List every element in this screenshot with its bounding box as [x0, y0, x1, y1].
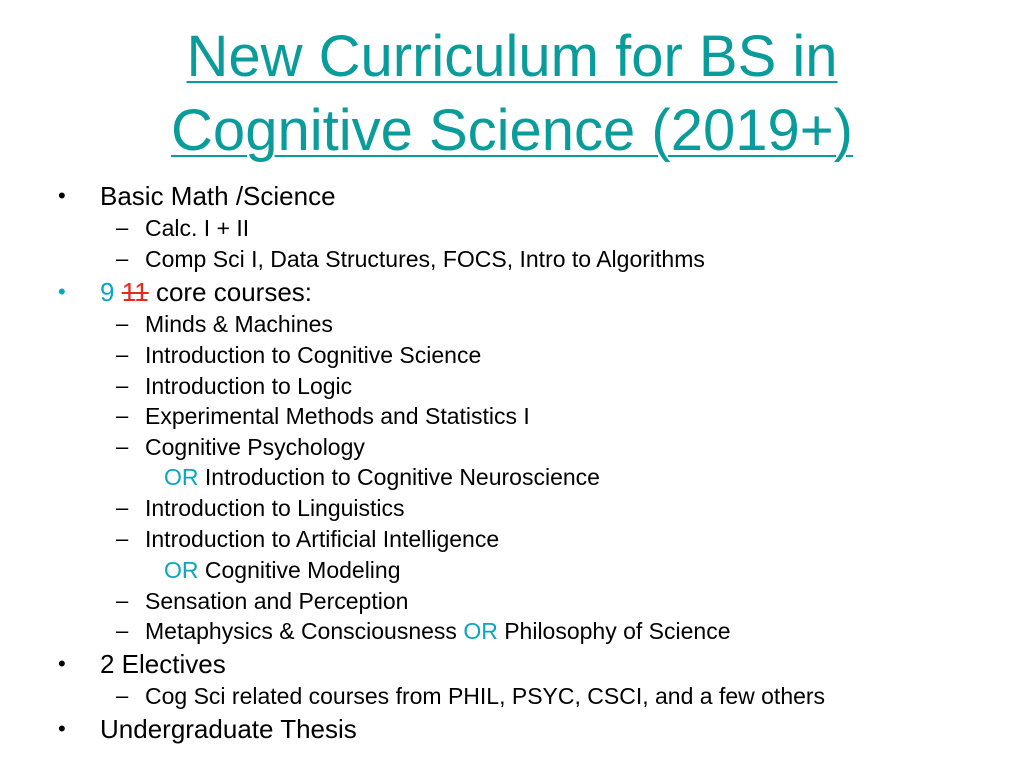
core-heading-text: core courses:: [155, 277, 313, 307]
dash-icon: –: [116, 495, 129, 520]
list-item: Comp Sci I, Data Structures, FOCS, Intro to Algorithms: [145, 246, 705, 272]
dash-icon: –: [116, 588, 129, 613]
list-item: Introduction to Artificial Intelligence: [145, 526, 500, 552]
list-item: Minds & Machines: [145, 311, 333, 337]
core-count-old: 11: [121, 277, 149, 307]
list-item: [145, 616, 731, 646]
list-item: Sensation and Perception: [145, 588, 409, 614]
or-keyword: OR: [463, 618, 498, 644]
bullet-icon: •: [58, 183, 66, 208]
list-item: Cognitive Psychology: [145, 434, 365, 460]
list-item: Cog Sci related courses from PHIL, PSYC, CSCI, and a few others: [145, 683, 826, 709]
dash-icon: –: [116, 246, 129, 271]
or-keyword: OR: [164, 464, 199, 490]
electives-heading: 2 Electives: [100, 649, 226, 679]
core-count-new: 9: [100, 277, 115, 307]
slide-title: [0, 20, 1024, 168]
thesis-heading: Undergraduate Thesis: [100, 714, 357, 744]
alternative-item: [164, 555, 401, 585]
dash-icon: –: [116, 683, 129, 708]
dash-icon: –: [116, 434, 129, 459]
dash-icon: –: [116, 618, 129, 643]
list-item: Introduction to Cognitive Science: [145, 342, 482, 368]
title-line-2: Cognitive Science (2019+): [171, 98, 853, 163]
alternative-text: Philosophy of Science: [504, 618, 731, 644]
alternative-text: Cognitive Modeling: [204, 557, 401, 583]
dash-icon: –: [116, 215, 129, 240]
bullet-icon: •: [58, 651, 66, 676]
alternative-item: [164, 462, 600, 492]
or-keyword: OR: [164, 557, 199, 583]
core-heading: [100, 276, 312, 308]
list-item: Introduction to Linguistics: [145, 495, 405, 521]
list-item: Calc. I + II: [145, 215, 250, 241]
title-line-1: New Curriculum for BS in: [186, 24, 838, 89]
bullet-icon: •: [58, 279, 66, 304]
list-item-text: Metaphysics & Consciousness: [145, 618, 457, 644]
dash-icon: –: [116, 373, 129, 398]
dash-icon: –: [116, 342, 129, 367]
list-item: Experimental Methods and Statistics I: [145, 403, 530, 429]
bullet-icon: •: [58, 716, 66, 741]
dash-icon: –: [116, 526, 129, 551]
dash-icon: –: [116, 311, 129, 336]
dash-icon: –: [116, 403, 129, 428]
list-item: Introduction to Logic: [145, 373, 353, 399]
basic-heading: Basic Math /Science: [100, 181, 336, 211]
alternative-text: Introduction to Cognitive Neuroscience: [204, 464, 600, 490]
